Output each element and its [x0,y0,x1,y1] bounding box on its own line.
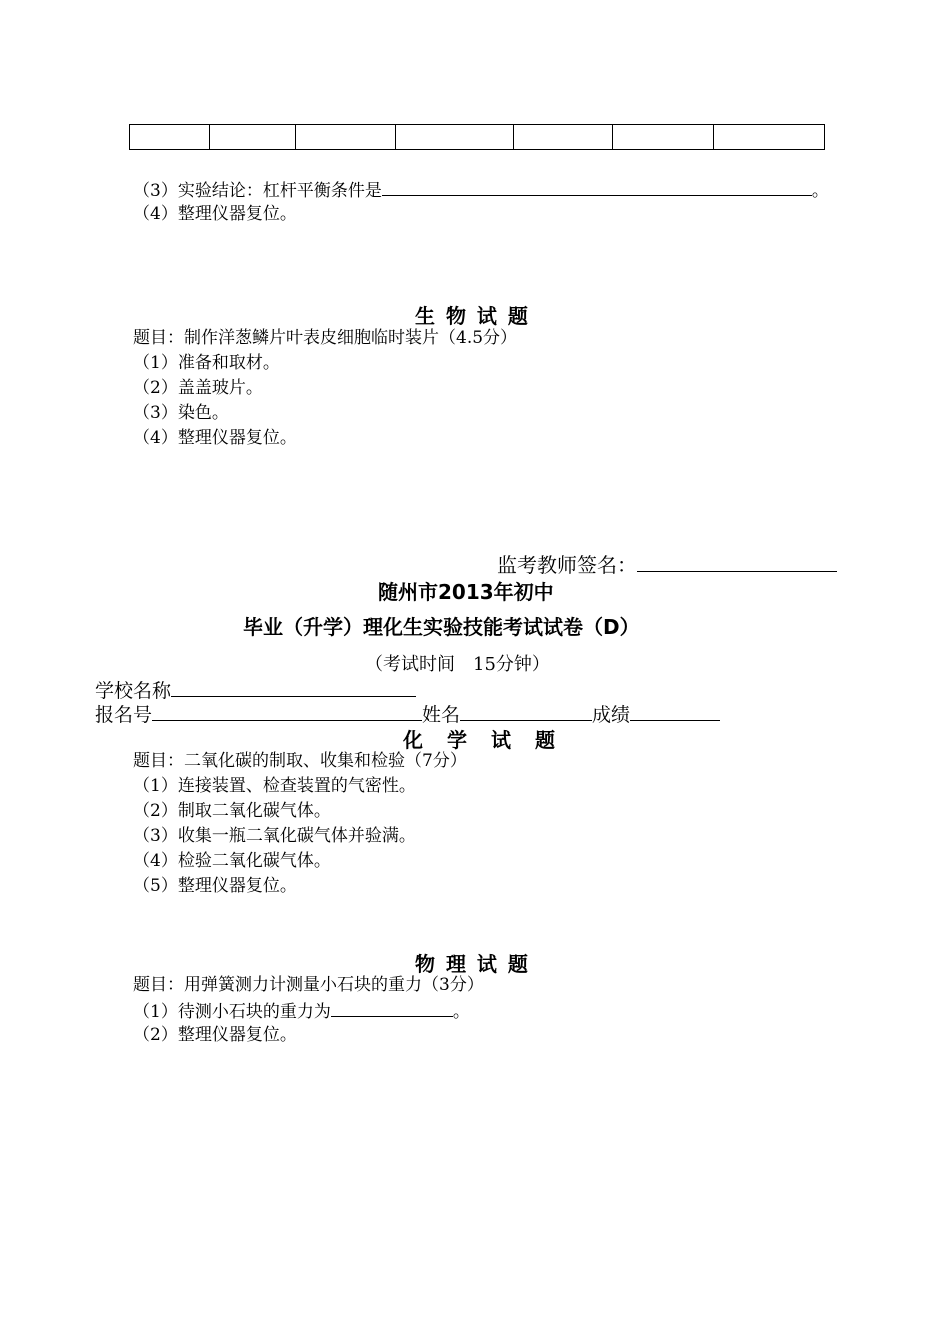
physics-step-3: （3）实验结论：杠杆平衡条件是 。 [133,177,829,203]
biology-step: （2）盖盖玻片。 [133,378,263,398]
biology-step: （3）染色。 [133,403,229,423]
physics-step-4: （4）整理仪器复位。 [133,204,297,224]
chemistry-step: （3）收集一瓶二氧化碳气体并验满。 [133,826,416,846]
table-cell [613,125,714,150]
physics-step-1: （1）待测小石块的重力为 。 [133,998,470,1024]
physics-step-2: （2）整理仪器复位。 [133,1025,297,1045]
physics-question: 题目：用弹簧测力计测量小石块的重力（3分） [133,975,484,995]
biology-step: （1）准备和取材。 [133,353,280,373]
biology-title: 生 物 试 题 [415,304,530,328]
physics-title: 物 理 试 题 [415,952,530,976]
chemistry-step: （5）整理仪器复位。 [133,876,297,896]
chemistry-question: 题目：二氧化碳的制取、收集和检验（7分） [133,751,467,771]
table-cell [714,125,825,150]
table-cell [130,125,210,150]
name-blank[interactable] [460,702,592,721]
score-blank[interactable] [630,702,720,721]
school-field: 学校名称 [95,676,416,703]
chemistry-step: （4）检验二氧化碳气体。 [133,851,331,871]
table-cell [296,125,396,150]
table-row [130,125,825,150]
biology-question: 题目：制作洋葱鳞片叶表皮细胞临时装片（4.5分） [133,328,518,348]
table-cell [210,125,296,150]
signature-blank[interactable] [637,551,837,572]
table-cell [396,125,514,150]
exam-title-line1: 随州市2013年初中 [378,580,554,604]
registration-blank[interactable] [152,702,422,721]
registration-row: 报名号 姓名 成绩 [95,700,720,727]
proctor-signature: 监考教师签名： [497,549,837,578]
table-cell [514,125,613,150]
chemistry-title: 化 学 试 题 [403,728,557,752]
data-table [129,124,825,150]
chemistry-step: （2）制取二氧化碳气体。 [133,801,331,821]
exam-title-line2: 毕业（升学）理化生实验技能考试试卷（D） [243,615,640,639]
conclusion-blank[interactable] [382,177,812,196]
biology-step: （4）整理仪器复位。 [133,428,297,448]
school-blank[interactable] [171,678,416,697]
weight-blank[interactable] [331,998,453,1017]
exam-time: （考试时间 15分钟） [365,654,550,675]
chemistry-step: （1）连接装置、检查装置的气密性。 [133,776,416,796]
